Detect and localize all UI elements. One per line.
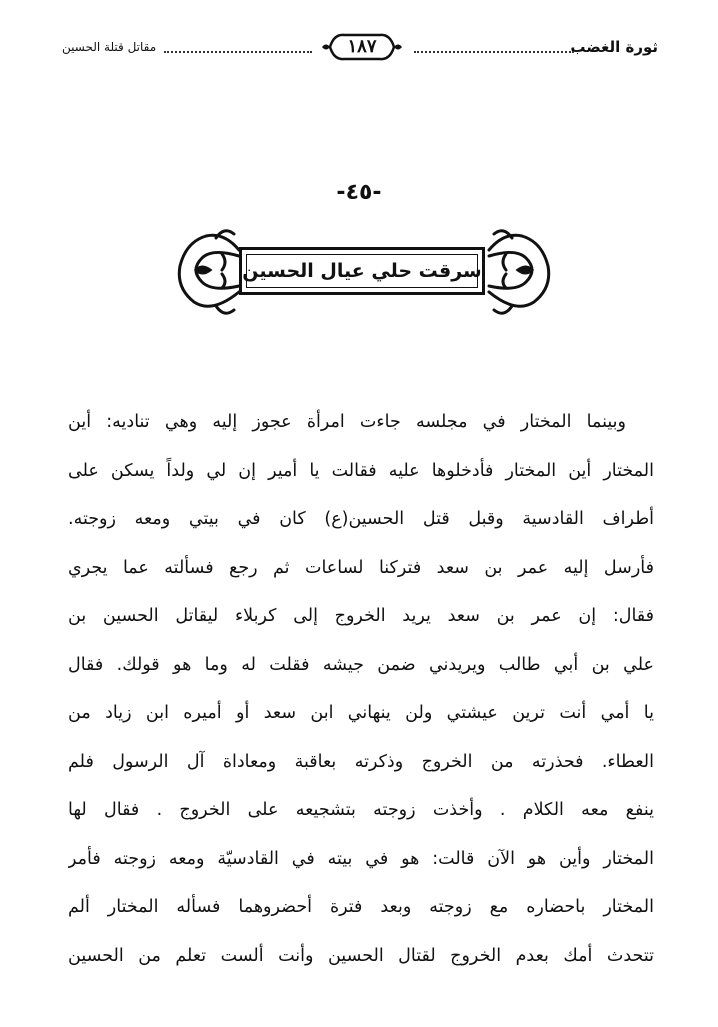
chapter-title-frame	[239, 247, 485, 295]
text-line: ينفع معه الكلام . وأخذت زوجته بتشجيعه على الخروج . فقال لها	[68, 800, 654, 820]
chapter-title: سرقت حلي عيال الحسين	[242, 260, 482, 282]
text-line: فأرسل إليه عمر بن سعد فتركنا لساعات ثم رجع فسألته عما يجري	[68, 557, 654, 578]
page-number: ١٨٧	[347, 36, 377, 57]
text-line: فقال: إن عمر بن سعد يريد الخروج إلى كربلاء ليقاتل الحسين بن	[68, 606, 654, 626]
chapter-number: -٤٥-	[336, 180, 382, 205]
page-header	[62, 30, 658, 66]
body-text	[68, 398, 654, 980]
text-line: المختار أين المختار فأدخلوها عليه فقالت يا أمير إن لي ولداً يسكن على	[68, 460, 654, 481]
text-line: المختار وأين هو الآن قالت: هو في بيته في القادسيّة ومعه زوجته فأمر	[68, 848, 654, 869]
text-line: يا أمي أنت ترين عيشتي ولن ينهاني ابن سعد أو أميره ابن زياد من	[68, 703, 654, 723]
page-number-badge	[320, 30, 404, 64]
text-line: علي بن أبي طالب ويريدني ضمن جيشه فقلت له وما هو قولك. فقال	[68, 654, 654, 675]
text-line: المختار باحضاره مع زوجته وبعد فترة أحضروهما فسأله المختار ألم	[68, 897, 654, 917]
header-dotted-leader-left	[164, 51, 312, 53]
chapter-title-banner	[172, 226, 556, 318]
running-section-title: مقاتل قتلة الحسين	[62, 40, 157, 54]
book-title: ثورة الغضب	[570, 38, 658, 56]
header-dotted-leader-right	[414, 51, 574, 53]
text-line: تتحدث أمك بعدم الخروج لقتال الحسين وأنت ألست تعلم من الحسين	[68, 945, 654, 966]
text-line: أطراف القادسية وقبل قتل الحسين(ع) كان في بيتي ومعه زوجته.	[68, 509, 654, 529]
text-line: العطاء. فحذرته من الخروج وذكرته بعاقبة ومعاداة آل الرسول فلم	[68, 751, 654, 772]
text-line: وبينما المختار في مجلسه جاءت امرأة عجوز إليه وهي تناديه: أين	[68, 412, 626, 432]
